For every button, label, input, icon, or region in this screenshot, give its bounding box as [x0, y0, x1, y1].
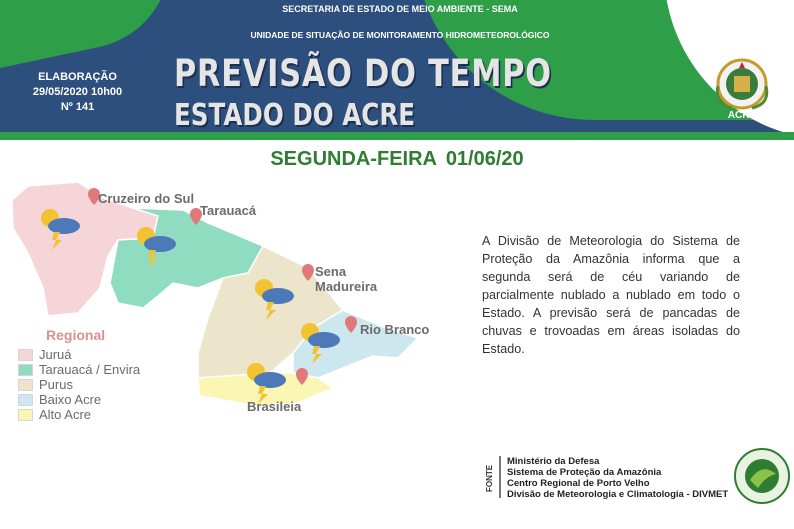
legend-item — [18, 362, 140, 377]
elaboracao-date: 29/05/2020 10h00 — [32, 86, 123, 98]
header-green-stripe — [0, 132, 794, 140]
agency-name: SECRETARIA DE ESTADO DE MEIO AMBIENTE - SEMA — [282, 4, 518, 14]
legend-swatch — [18, 409, 33, 421]
legend-item — [18, 377, 140, 392]
legend-label: Purus — [39, 377, 73, 392]
legend-swatch — [18, 349, 33, 361]
sipam-logo-icon — [734, 448, 790, 504]
city-label: Rio Branco — [360, 322, 430, 337]
source-line: Centro Regional de Porto Velho — [507, 478, 650, 489]
legend-label: Baixo Acre — [39, 392, 102, 407]
page-subtitle: ESTADO DO ACRE — [174, 98, 416, 133]
legend-title: Regional — [46, 327, 106, 343]
seal-label: ACRE — [727, 110, 757, 121]
legend-item — [18, 392, 140, 407]
source-label: FONTE — [485, 464, 494, 492]
unit-name: UNIDADE DE SITUAÇÃO DE MONITORAMENTO HIDROMETEOROLÓGICO — [250, 30, 550, 40]
elaboracao-number: Nº 141 — [60, 101, 95, 113]
legend-item — [18, 407, 140, 422]
forecast-day: SEGUNDA-FEIRA 01/06/20 — [270, 148, 524, 170]
map-legend — [18, 327, 140, 422]
forecast-description: A Divisão de Meteorologia do Sistema de Proteção da Amazônia informa que a segunda será de céu variando de parcialmente nublado a nublado em todo o Estado. A previsão será de pancadas de chuvas e trovoadas em áreas isoladas do Estado. — [482, 234, 740, 356]
legend-item — [18, 347, 140, 362]
legend-swatch — [18, 364, 33, 376]
legend-swatch — [18, 394, 33, 406]
source-line: Sistema de Proteção da Amazônia — [507, 467, 662, 478]
city-label: Brasileia — [247, 399, 302, 414]
legend-label: Alto Acre — [39, 407, 92, 422]
legend-label: Juruá — [39, 347, 72, 362]
elaboracao-info — [15, 70, 140, 115]
page-title: PREVISÃO DO TEMPO — [174, 52, 552, 95]
elaboracao-label: ELABORAÇÃO — [38, 71, 117, 83]
header-green-wave-left — [0, 0, 187, 70]
city-label: Madureira — [315, 279, 378, 294]
source-divider — [499, 456, 501, 498]
source-line: Divisão de Meteorologia e Climatologia - DIVMET — [507, 489, 729, 500]
legend-swatch — [18, 379, 33, 391]
header-banner — [0, 0, 794, 140]
city-label: Sena — [315, 264, 347, 279]
legend-label: Tarauacá / Envira — [39, 362, 141, 377]
source-lines — [507, 456, 728, 500]
city-label: Cruzeiro do Sul — [98, 191, 195, 206]
city-label: Tarauacá — [200, 203, 257, 218]
source-line: Ministério da Defesa — [507, 456, 600, 467]
